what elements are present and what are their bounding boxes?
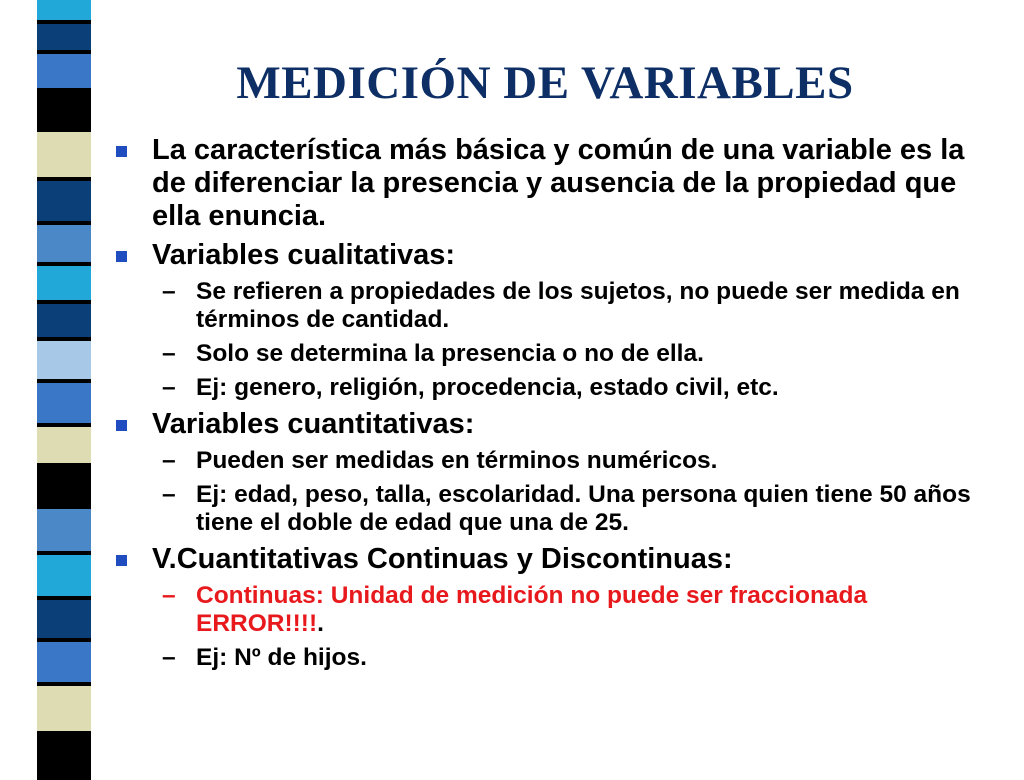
stripe-band bbox=[37, 266, 91, 300]
square-bullet-icon bbox=[116, 420, 127, 431]
bullet-text: Variables cualitativas: bbox=[152, 239, 456, 271]
bullet-item bbox=[116, 134, 996, 233]
stripe-band bbox=[37, 341, 91, 379]
stripe-band bbox=[37, 304, 91, 337]
sub-bullet-item bbox=[116, 374, 996, 402]
bullet-trailing-punctuation: . bbox=[317, 610, 324, 637]
bullet-text: Continuas: Unidad de medición no puede ser fraccionada ERROR!!!! bbox=[196, 582, 868, 637]
stripe-band bbox=[37, 92, 91, 128]
dash-bullet-icon: – bbox=[162, 340, 176, 367]
dash-bullet-icon: – bbox=[162, 447, 176, 474]
bullet-text: Ej: genero, religión, procedencia, estado civil, etc. bbox=[196, 374, 779, 401]
sub-bullet-item bbox=[116, 582, 996, 638]
dash-bullet-icon: – bbox=[162, 278, 176, 305]
slide-title: MEDICIÓN DE VARIABLES bbox=[236, 57, 854, 109]
bullet-text: Ej: Nº de hijos. bbox=[196, 644, 367, 671]
dash-bullet-icon: – bbox=[162, 374, 176, 401]
sub-bullet-item bbox=[116, 447, 996, 475]
square-bullet-icon bbox=[116, 251, 127, 262]
stripe-band bbox=[37, 555, 91, 596]
stripe-band bbox=[37, 132, 91, 177]
bullet-text: Pueden ser medidas en términos numéricos. bbox=[196, 447, 718, 474]
bullet-text: Se refieren a propiedades de los sujetos, no puede ser medida en términos de cantidad. bbox=[196, 278, 960, 333]
stripe-band bbox=[37, 181, 91, 221]
sub-bullet-item bbox=[116, 644, 996, 672]
sub-bullet-item bbox=[116, 278, 996, 334]
stripe-band bbox=[37, 509, 91, 551]
dash-bullet-icon: – bbox=[162, 481, 176, 508]
bullet-text: La característica más básica y común de una variable es la de diferenciar la presencia y ausencia de la propiedad que ella enuncia. bbox=[152, 134, 965, 232]
bullet-text: V.Cuantitativas Continuas y Discontinuas: bbox=[152, 543, 733, 575]
stripe-band bbox=[37, 686, 91, 731]
stripe-band bbox=[37, 467, 91, 505]
square-bullet-icon bbox=[116, 146, 127, 157]
bullet-text: Solo se determina la presencia o no de ella. bbox=[196, 340, 704, 367]
stripe-band bbox=[37, 735, 91, 780]
stripe-band bbox=[37, 54, 91, 88]
dash-bullet-icon: – bbox=[162, 644, 176, 671]
sub-bullet-item bbox=[116, 481, 996, 537]
stripe-band bbox=[37, 427, 91, 463]
bullet-item bbox=[116, 543, 996, 576]
stripe-band bbox=[37, 0, 91, 20]
dash-bullet-icon: – bbox=[162, 582, 176, 609]
bullet-text: Variables cuantitativas: bbox=[152, 408, 475, 440]
stripe-band bbox=[37, 642, 91, 682]
decorative-stripe bbox=[37, 0, 91, 768]
bullet-text: Ej: edad, peso, talla, escolaridad. Una persona quien tiene 50 años tiene el doble de edad que una de 25. bbox=[196, 481, 971, 536]
stripe-band bbox=[37, 225, 91, 262]
square-bullet-icon bbox=[116, 555, 127, 566]
bullet-item bbox=[116, 239, 996, 272]
sub-bullet-item bbox=[116, 340, 996, 368]
bullet-list bbox=[116, 134, 996, 678]
stripe-band bbox=[37, 24, 91, 50]
bullet-item bbox=[116, 408, 996, 441]
stripe-band bbox=[37, 383, 91, 423]
stripe-band bbox=[37, 600, 91, 638]
